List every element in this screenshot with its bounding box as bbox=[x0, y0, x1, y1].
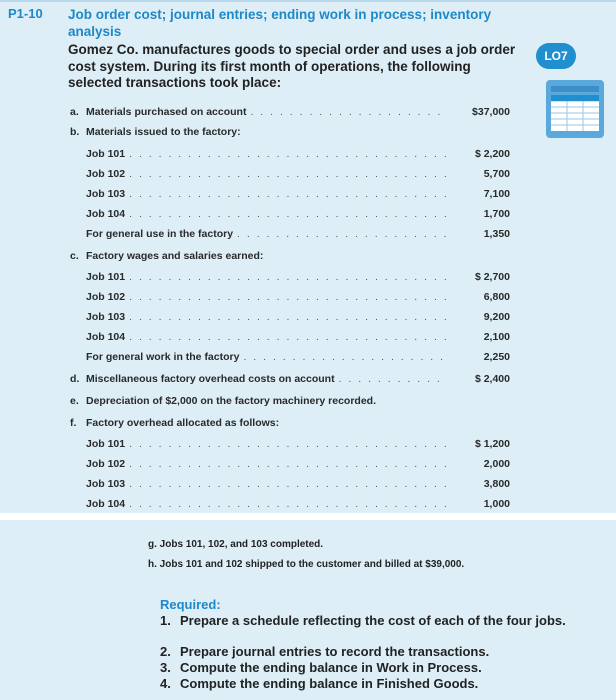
transaction-letter: e. bbox=[70, 395, 79, 407]
transaction-label: Materials purchased on account bbox=[86, 106, 247, 118]
detail-label: Job 101 bbox=[86, 148, 126, 160]
transaction-label: Materials issued to the factory: bbox=[86, 126, 241, 138]
detail-amount: 7,100 bbox=[483, 188, 510, 200]
transaction-e bbox=[70, 393, 510, 409]
detail-line bbox=[86, 476, 510, 492]
detail-amount: 1,700 bbox=[483, 208, 510, 220]
detail-label: Job 102 bbox=[86, 291, 126, 303]
detail-label: Job 104 bbox=[86, 331, 126, 343]
required-item-number: 4. bbox=[160, 676, 171, 691]
detail-label: Job 103 bbox=[86, 311, 126, 323]
detail-amount: 3,800 bbox=[483, 478, 510, 490]
transaction-letter: a. bbox=[70, 106, 79, 118]
problem-number: P1-10 bbox=[8, 6, 43, 21]
detail-label: Job 101 bbox=[86, 271, 126, 283]
top-divider bbox=[0, 0, 616, 2]
transaction-label: Factory wages and salaries earned: bbox=[86, 250, 264, 262]
detail-label: Job 101 bbox=[86, 438, 126, 450]
required-item-number: 1. bbox=[160, 613, 171, 628]
detail-label: Job 104 bbox=[86, 498, 126, 510]
required-item bbox=[160, 644, 600, 659]
transaction-g: g. Jobs 101, 102, and 103 completed. bbox=[148, 539, 324, 550]
problem-title: Job order cost; journal entries; ending work in process; inventory analysis bbox=[68, 7, 492, 39]
required-item-text: Compute the ending balance in Work in Process. bbox=[180, 660, 482, 675]
detail-line bbox=[86, 269, 510, 285]
transaction-letter: c. bbox=[70, 250, 79, 262]
detail-amount: 6,800 bbox=[483, 291, 510, 303]
learning-objective-badge: LO7 bbox=[536, 43, 576, 69]
transaction-h: h. Jobs 101 and 102 shipped to the customer and billed at $39,000. bbox=[148, 559, 465, 570]
detail-amount: 2,250 bbox=[483, 351, 510, 363]
required-item bbox=[160, 613, 600, 628]
transaction-a bbox=[70, 104, 510, 120]
transaction-b bbox=[70, 124, 510, 140]
detail-amount: 9,200 bbox=[483, 311, 510, 323]
detail-line bbox=[86, 349, 510, 365]
required-item-number: 2. bbox=[160, 644, 171, 659]
detail-line bbox=[86, 329, 510, 345]
detail-line bbox=[86, 146, 510, 162]
transaction-f bbox=[70, 415, 510, 431]
required-item-text: Prepare journal entries to record the transactions. bbox=[180, 644, 490, 659]
detail-line bbox=[86, 186, 510, 202]
detail-line bbox=[86, 289, 510, 305]
detail-label: Job 104 bbox=[86, 208, 126, 220]
spreadsheet-icon bbox=[546, 80, 604, 143]
detail-amount: 2,000 bbox=[483, 458, 510, 470]
detail-label: For general use in the factory bbox=[86, 228, 234, 240]
detail-line bbox=[86, 456, 510, 472]
problem-intro: Gomez Co. manufactures goods to special order and uses a job order cost system. During its first month of operations, the following selected transactions took place: bbox=[68, 42, 516, 90]
detail-label: For general work in the factory bbox=[86, 351, 240, 363]
detail-amount: 1,000 bbox=[483, 498, 510, 510]
transaction-amount: $ 2,400 bbox=[474, 373, 510, 385]
detail-label: Job 102 bbox=[86, 458, 126, 470]
transaction-letter: f. bbox=[70, 417, 77, 429]
transaction-letter: b. bbox=[70, 126, 80, 138]
transaction-amount: $37,000 bbox=[472, 106, 510, 118]
required-item-text: Compute the ending balance in Finished Goods. bbox=[180, 676, 479, 691]
detail-amount: 2,100 bbox=[483, 331, 510, 343]
detail-label: Job 103 bbox=[86, 188, 126, 200]
detail-line bbox=[86, 436, 510, 452]
detail-line bbox=[86, 226, 510, 242]
detail-amount: 1,350 bbox=[483, 228, 510, 240]
required-heading: Required: bbox=[160, 597, 221, 612]
detail-amount: $ 1,200 bbox=[474, 438, 510, 450]
detail-line bbox=[86, 206, 510, 222]
transaction-c bbox=[70, 248, 510, 264]
detail-line bbox=[86, 166, 510, 182]
transaction-label: Factory overhead allocated as follows: bbox=[86, 417, 280, 429]
detail-amount: $ 2,700 bbox=[474, 271, 510, 283]
required-item bbox=[160, 676, 600, 691]
required-item-text: Prepare a schedule reflecting the cost of each of the four jobs. bbox=[180, 613, 566, 628]
transaction-letter: d. bbox=[70, 373, 80, 385]
transaction-label: Depreciation of $2,000 on the factory machinery recorded. bbox=[86, 395, 377, 407]
transaction-d bbox=[70, 371, 510, 387]
detail-label: Job 102 bbox=[86, 168, 126, 180]
transaction-label: Miscellaneous factory overhead costs on account bbox=[86, 373, 335, 385]
detail-line bbox=[86, 496, 510, 512]
detail-amount: 5,700 bbox=[483, 168, 510, 180]
required-item-number: 3. bbox=[160, 660, 171, 675]
detail-label: Job 103 bbox=[86, 478, 126, 490]
detail-line bbox=[86, 309, 510, 325]
detail-amount: $ 2,200 bbox=[474, 148, 510, 160]
required-item bbox=[160, 660, 600, 675]
